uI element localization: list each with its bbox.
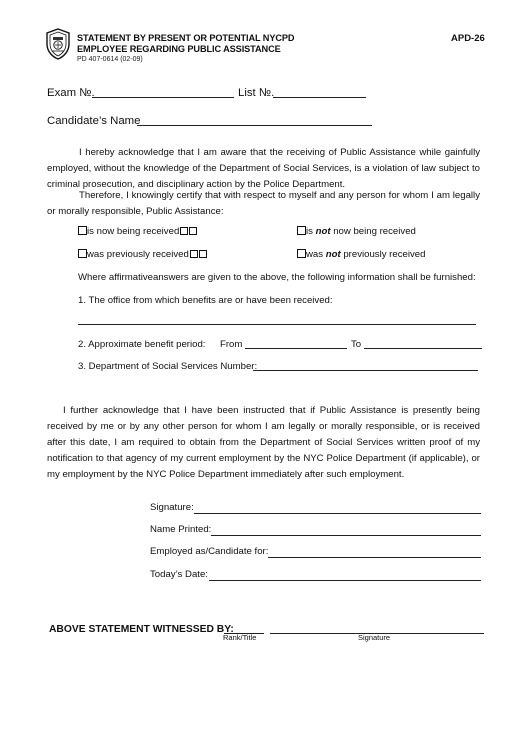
signature-label: Signature:: [150, 502, 194, 513]
nypd-shield-logo: [45, 28, 71, 60]
benefit-from-field[interactable]: [245, 348, 347, 349]
option-was-previously-received[interactable]: was previously received: [78, 249, 207, 261]
benefits-office-field[interactable]: [78, 324, 476, 325]
name-printed-label: Name Printed:: [150, 524, 212, 535]
signature-field[interactable]: [194, 513, 481, 514]
form-title: [77, 33, 294, 55]
item2-label: 2. Approximate benefit period:: [78, 339, 206, 350]
list-no-field[interactable]: [273, 97, 366, 98]
witness-label: ABOVE STATEMENT WITNESSED BY:: [49, 624, 234, 635]
checkbox-is-not-received[interactable]: [297, 226, 306, 235]
option-is-now-received[interactable]: is now being received: [78, 226, 197, 238]
checkbox-was-not-previously-received[interactable]: [297, 249, 306, 258]
form-number: PD 407-0614 (02-09): [77, 56, 143, 63]
dss-number-field[interactable]: [253, 370, 478, 371]
empty-box-icon: [199, 250, 207, 258]
benefit-to-field[interactable]: [364, 348, 482, 349]
name-printed-field[interactable]: [211, 535, 481, 536]
checkbox-was-previously-received[interactable]: [78, 249, 87, 258]
acknowledgement-paragraph: I hereby acknowledge that I am aware that the receiving of Public Assistance while gainfully employed, without the knowledge of the Department of Social Services, is a violation of law subject to criminal prosecution, and disciplinary action by the Police Department.: [47, 147, 480, 190]
employed-as-field[interactable]: [268, 557, 481, 558]
employed-as-label: Employed as/Candidate for:: [150, 546, 269, 557]
rank-title-caption: Rank/Title: [223, 633, 257, 642]
certification-paragraph: Therefore, I knowingly certify that with respect to myself and any person for whom I am legally or morally responsible, Public Assistance:: [47, 190, 480, 217]
from-label: From: [220, 339, 243, 350]
item1-label: 1. The office from which benefits are or have been received:: [78, 295, 333, 306]
empty-box-icon: [189, 227, 197, 235]
to-label: To: [351, 339, 362, 350]
todays-date-field[interactable]: [209, 580, 481, 581]
list-no-label: List №.: [238, 87, 275, 99]
signature-caption: Signature: [358, 633, 391, 642]
candidate-name-label: Candidate’s Name: [47, 115, 141, 127]
form-code: APD-26: [451, 33, 485, 44]
item3-label: 3. Department of Social Services Number:: [78, 361, 258, 372]
affirmative-note: Where affirmativeanswers are given to the above, the following information shall be furnished:: [78, 272, 476, 283]
checkbox-is-now-received[interactable]: [78, 226, 87, 235]
todays-date-label: Today’s Date:: [150, 569, 208, 580]
candidate-name-field[interactable]: [137, 125, 372, 126]
form-title-line1: STATEMENT BY PRESENT OR POTENTIAL NYCPD: [77, 33, 295, 43]
option-was-not-previously-received[interactable]: was not previously received: [297, 249, 425, 261]
exam-no-field[interactable]: [92, 97, 234, 98]
empty-box-icon: [190, 250, 198, 258]
empty-box-icon: [180, 227, 188, 235]
exam-no-label: Exam №.: [47, 87, 95, 99]
option-is-not-received[interactable]: is not now being received: [297, 226, 416, 238]
further-acknowledgement-paragraph: I further acknowledge that I have been instructed that if Public Assistance is presently being received by me or by any other person for whom I am legally or morally responsible, or is received after this date, I am required to obtain from the Department of Social Services written proof of my notification to that agency of my current employment by the NYC Police Department (if applicable), or my employment by the NYC Police Department immediately after such employment.: [47, 405, 480, 480]
form-title-line2: EMPLOYEE REGARDING PUBLIC ASSISTANCE: [77, 44, 281, 54]
